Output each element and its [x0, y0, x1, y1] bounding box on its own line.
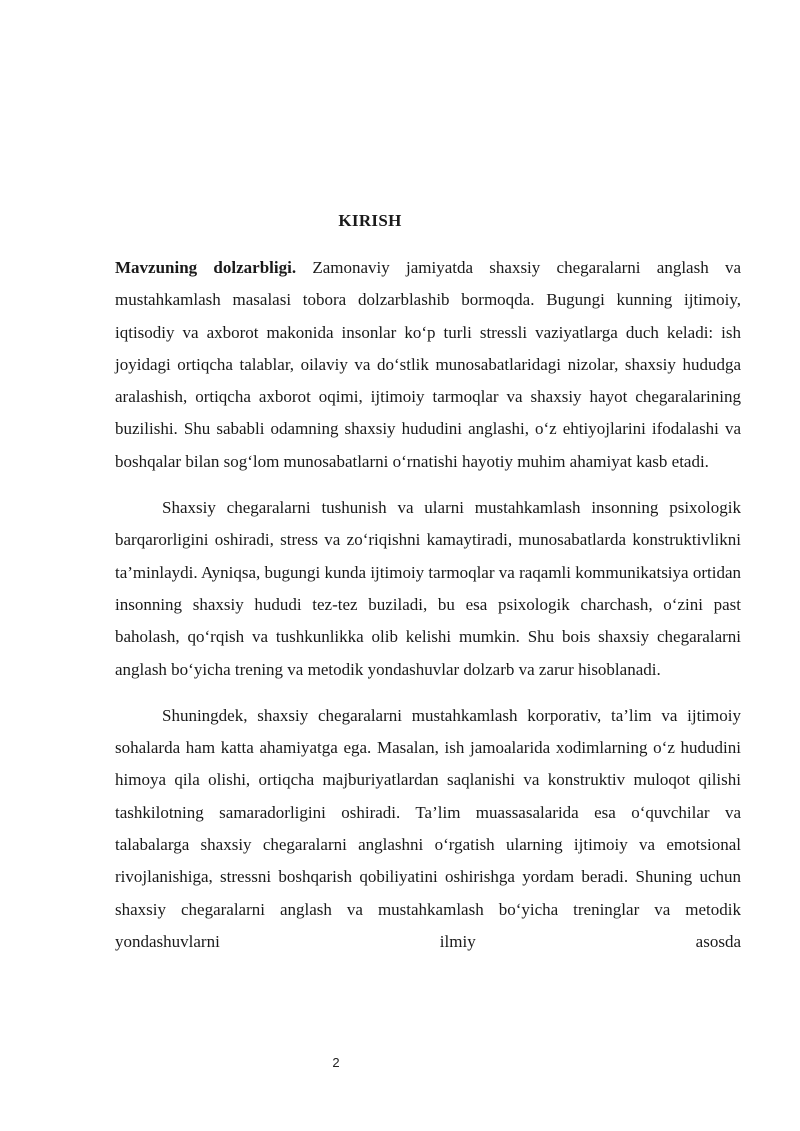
body-text: [115, 252, 741, 958]
paragraph-text: Zamonaviy jamiyatda shaxsiy chegaralarni anglash va mustahkamlash masalasi tobora dolzarblashib bormoqda. Bugungi kunning ijtimoiy, iqtisodiy va axborot makonida insonlar ko‘p turli stressli vaziyatlarga duch keladi: ish joyidagi ortiqcha talablar, oilaviy va do‘stlik munosabatlaridagi nizolar, shaxsiy hududga aralashish, ortiqcha axborot oqimi, ijtimoiy tarmoqlar va shaxsiy hayot chegaralarining buzilishi. Shu sababli odamning shaxsiy hududini anglashi, o‘z ehtiyojlarini ifodalashi va boshqalar bilan sog‘lom munosabatlarni o‘rnatishi hayotiy muhim ahamiyat kasb etadi.: [115, 258, 741, 471]
paragraph-lead: Mavzuning dolzarbligi.: [115, 258, 297, 277]
paragraph-boundaries: Shaxsiy chegaralarni tushunish va ularni mustahkamlash insonning psixologik barqarorligini oshiradi, stress va zo‘riqishni kamaytiradi, munosabatlarda konstruktivlikni ta’minlaydi. Ayniqsa, bugungi kunda ijtimoiy tarmoqlar va raqamli kommunikatsiya ortidan insonning shaxsiy hududi tez-tez buziladi, bu esa psixologik charchash, o‘zini past baholash, qo‘rqish va tushkunlikka olib kelishi mumkin. Shu bois shaxsiy chegaralarni anglash bo‘yicha trening va metodik yondashuvlar dolzarb va zarur hisoblanadi.: [115, 498, 741, 679]
page-number: 2: [332, 1055, 340, 1070]
paragraph-importance: Shuningdek, shaxsiy chegaralarni mustahkamlash korporativ, ta’lim va ijtimoiy sohalarda ham katta ahamiyatga ega. Masalan, ish jamoalarida xodimlarning o‘z hududini himoya qila olishi, ortiqcha majburiyatlardan saqlanishi va konstruktiv muloqot qilishi tashkilotning samaradorligini oshiradi. Ta’lim muassasalarida esa o‘quvchilar va talabalarga shaxsiy chegaralarni anglashni o‘rgatish ularning ijtimoiy va emotsional rivojlanishiga, stressni boshqarish qobiliyatini oshirishga yordam beradi. Shuning uchun shaxsiy chegaralarni anglash va mustahkamlash bo‘yicha treninglar va metodik yondashuvlarni ilmiy asosda: [115, 705, 741, 951]
section-heading: KIRISH: [338, 211, 402, 230]
paragraph-relevance: [115, 252, 741, 478]
